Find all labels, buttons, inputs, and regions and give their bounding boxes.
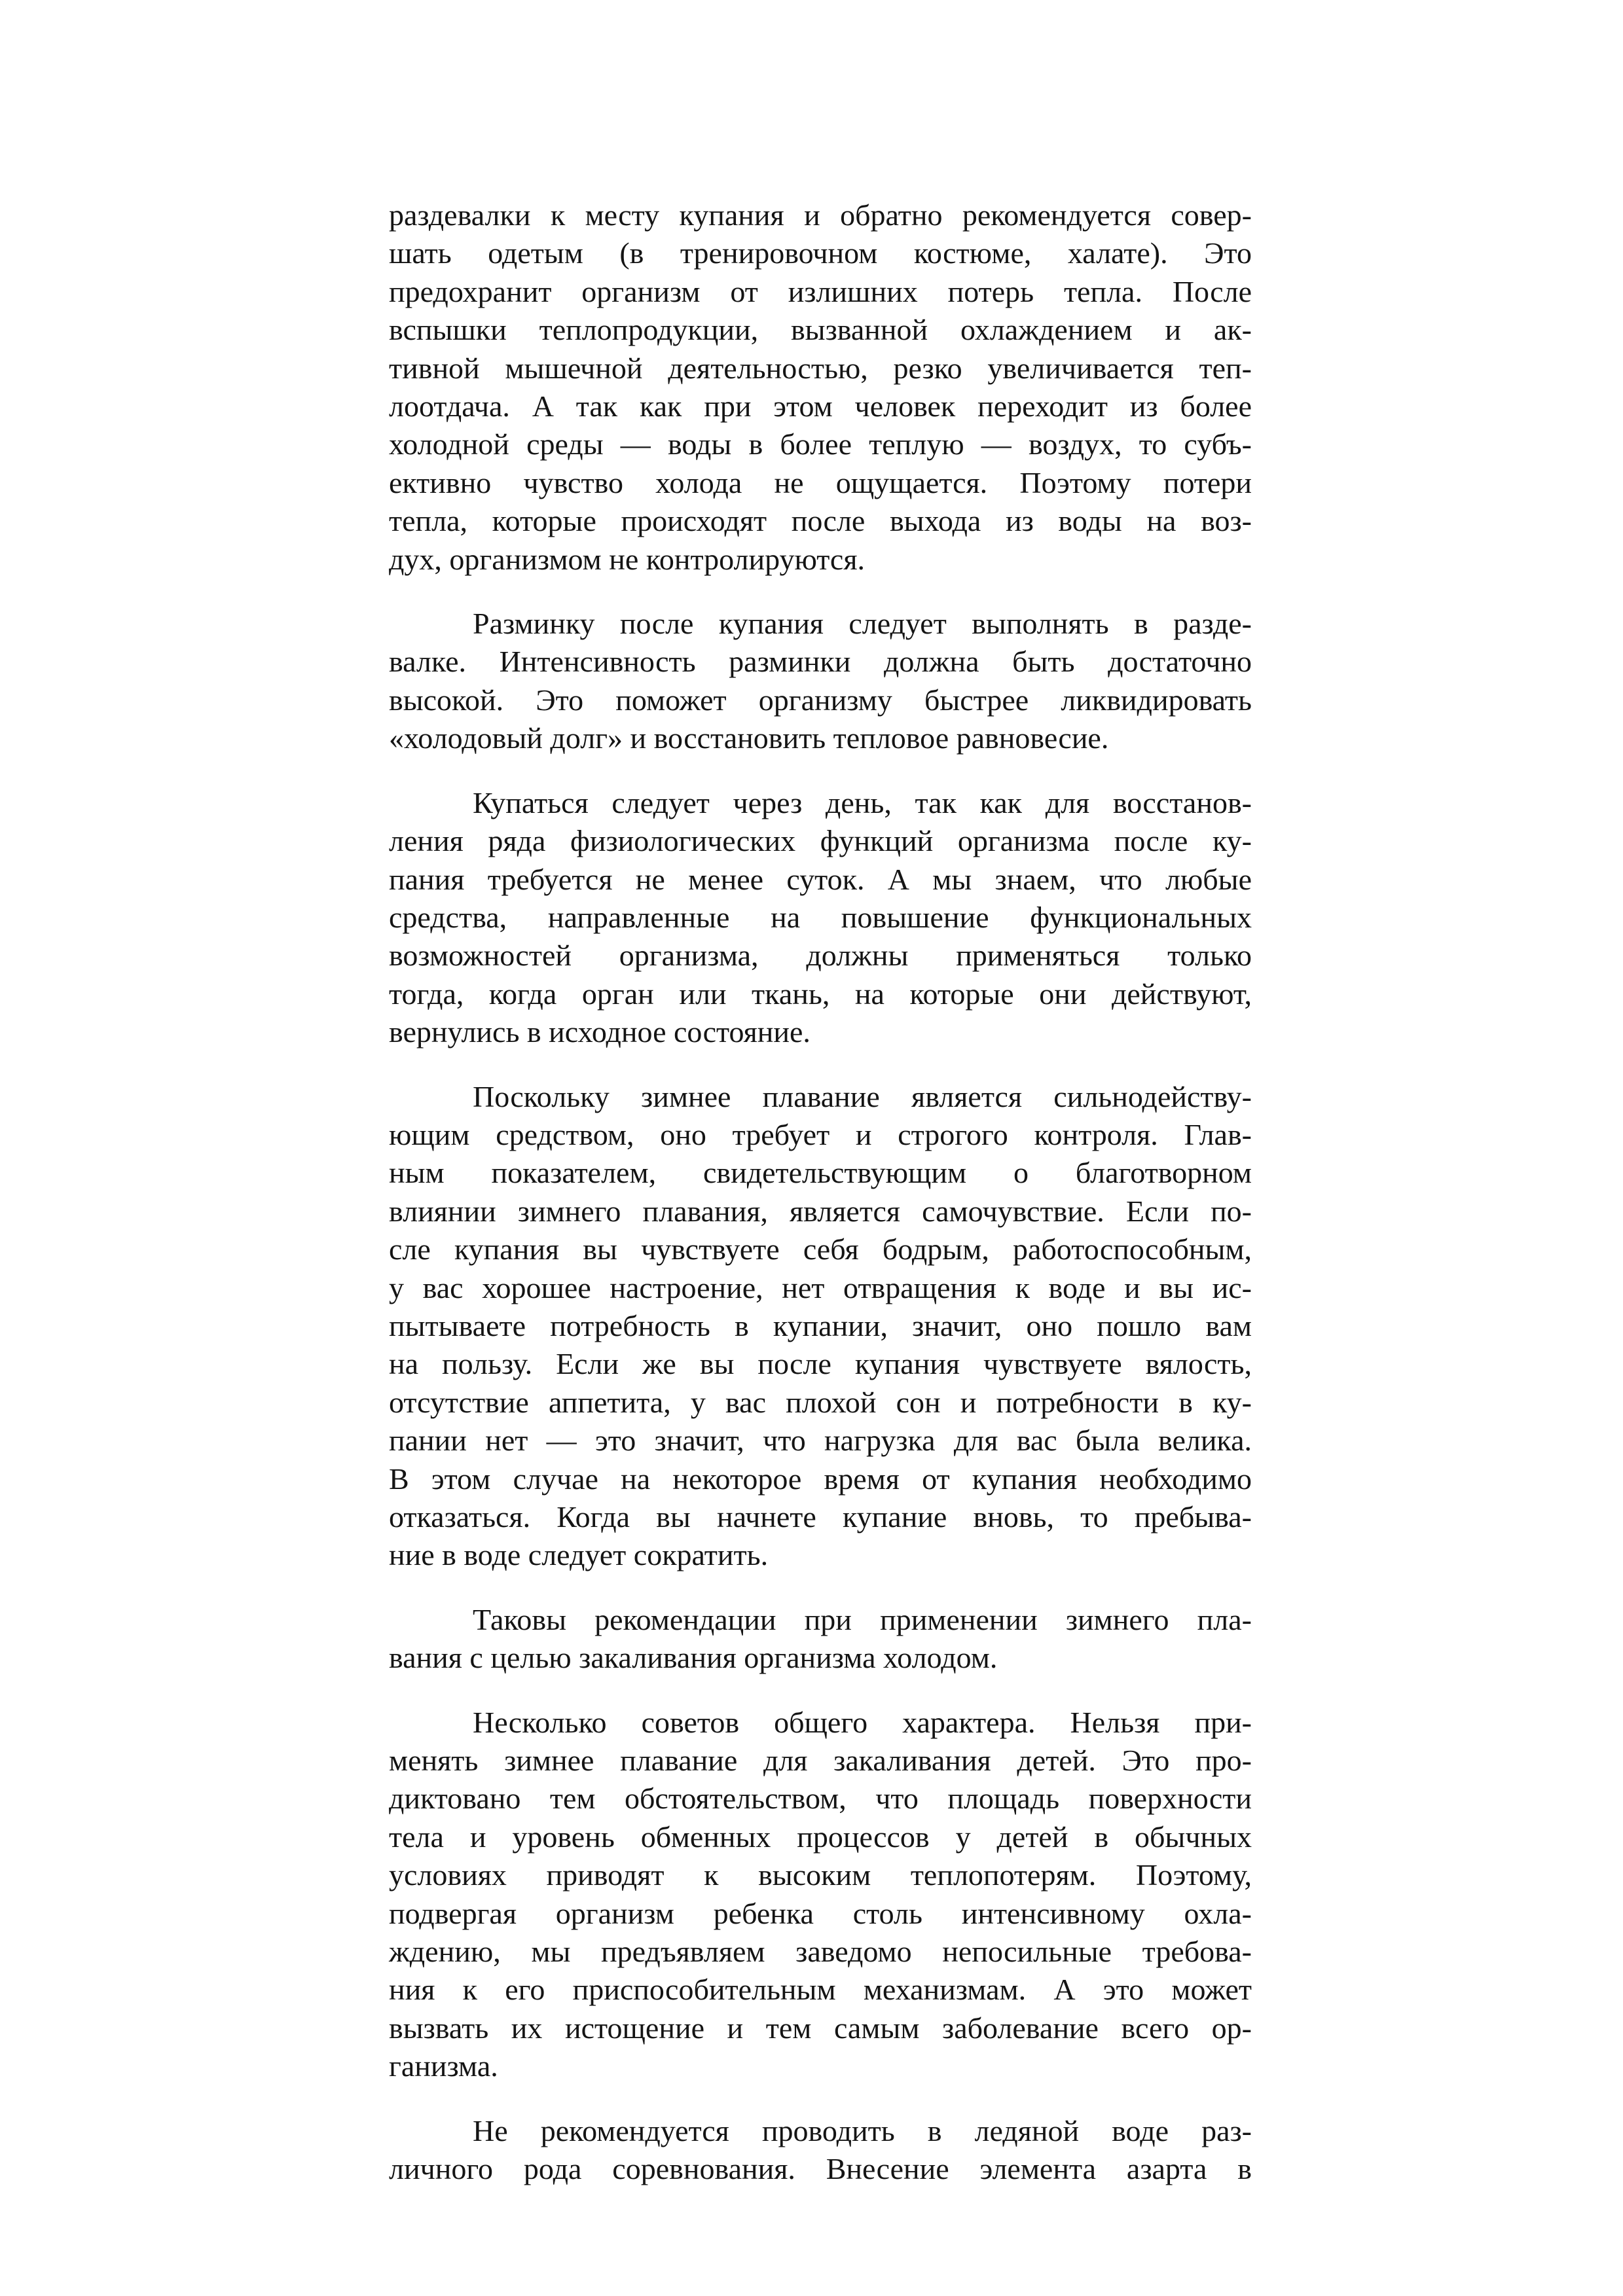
text-line: менять зимнее плавание для закаливания детей. Это про- (389, 1744, 1252, 1778)
text-line: тепла, которые происходят после выхода из воды на воз- (389, 504, 1252, 538)
text-line: Купаться следует через день, так как для восстанов- (473, 785, 1252, 819)
text-line: ющим средством, оно требует и строгого контроля. Глав- (389, 1117, 1252, 1151)
text-line: высокой. Это поможет организму быстрее ликвидировать (389, 683, 1252, 717)
paragraph (389, 2112, 1252, 2189)
text-line: ления ряда физиологических функций организма после ку- (389, 824, 1252, 858)
body-text (389, 196, 1252, 2215)
text-line: сле купания вы чувствуете себя бодрым, работоспособным, (389, 1232, 1252, 1266)
text-line: личного рода соревнования. Внесение элемента азарта в (389, 2152, 1252, 2186)
text-line: вспышки теплопродукции, вызванной охлаждением и ак- (389, 313, 1252, 347)
text-line: дух, организмом не контролируются. (389, 542, 865, 576)
text-line: условиях приводят к высоким теплопотерям. Поэтому, (389, 1858, 1252, 1892)
text-line: ния к его приспособительным механизмам. А это может (389, 1973, 1252, 2007)
text-line: шать одетым (в тренировочном костюме, халате). Это (389, 236, 1252, 270)
text-line: лоотдача. А так как при этом человек переходит из более (389, 389, 1252, 423)
text-line: у вас хорошее настроение, нет отвращения к воде и вы ис- (389, 1270, 1252, 1304)
text-line: В этом случае на некоторое время от купания необходимо (389, 1462, 1252, 1496)
paragraph (389, 196, 1252, 579)
text-line: подвергая организм ребенка столь интенсивному охла- (389, 1896, 1252, 1930)
paragraph (389, 1601, 1252, 1677)
text-line: холодной среды — воды в более теплую — воздух, то субъ- (389, 427, 1252, 461)
text-line: ганизма. (389, 2049, 498, 2083)
text-line: Таковы рекомендации при применении зимнего пла- (473, 1602, 1252, 1636)
text-line: возможностей организма, должны применяться только (389, 939, 1252, 973)
text-line: предохранит организм от излишних потерь тепла. После (389, 274, 1252, 308)
paragraph (389, 605, 1252, 758)
text-line: вернулись в исходное состояние. (389, 1015, 811, 1049)
text-line: пытываете потребность в купании, значит, оно пошло вам (389, 1308, 1252, 1342)
paragraph (389, 784, 1252, 1052)
text-line: тела и уровень обменных процессов у детей в обычных (389, 1820, 1252, 1854)
text-line: ние в воде следует сократить. (389, 1538, 769, 1572)
text-line: ным показателем, свидетельствующим о благотворном (389, 1156, 1252, 1190)
text-line: Поскольку зимнее плавание является сильнодейству- (473, 1079, 1252, 1113)
text-line: вызвать их истощение и тем самым заболевание всего ор- (389, 2011, 1252, 2045)
text-line: средства, направленные на повышение функциональных (389, 900, 1252, 934)
paragraph (389, 1078, 1252, 1575)
text-line: на пользу. Если же вы после купания чувствуете вялость, (389, 1347, 1252, 1381)
text-line: пания требуется не менее суток. А мы знаем, что любые (389, 862, 1252, 896)
text-line: ективно чувство холода не ощущается. Поэтому потери (389, 465, 1252, 499)
text-line: отсутствие аппетита, у вас плохой сон и потребности в ку- (389, 1385, 1252, 1419)
text-line: Разминку после купания следует выполнять в разде- (473, 607, 1252, 641)
text-line: вания с целью закаливания организма холодом. (389, 1641, 998, 1675)
text-line: ждению, мы предъявляем заведомо непосильные требова- (389, 1935, 1252, 1969)
text-line: «холодовый долг» и восстановить тепловое равновесие. (389, 721, 1109, 755)
text-line: тогда, когда орган или ткань, на которые они действуют, (389, 977, 1252, 1011)
text-line: тивной мышечной деятельностью, резко увеличивается теп- (389, 351, 1252, 385)
text-line: валке. Интенсивность разминки должна быть достаточно (389, 645, 1252, 679)
paragraph (389, 1704, 1252, 2086)
text-line: Не рекомендуется проводить в ледяной воде раз- (473, 2113, 1252, 2147)
text-line: диктовано тем обстоятельством, что площадь поверхности (389, 1782, 1252, 1816)
text-line: Несколько советов общего характера. Нельзя при- (473, 1705, 1252, 1739)
text-line: раздевалки к месту купания и обратно рекомендуется совер- (389, 198, 1252, 232)
text-line: отказаться. Когда вы начнете купание вновь, то пребыва- (389, 1500, 1252, 1534)
text-line: влиянии зимнего плавания, является самочувствие. Если по- (389, 1194, 1252, 1228)
text-line: пании нет — это значит, что нагрузка для вас была велика. (389, 1424, 1252, 1458)
